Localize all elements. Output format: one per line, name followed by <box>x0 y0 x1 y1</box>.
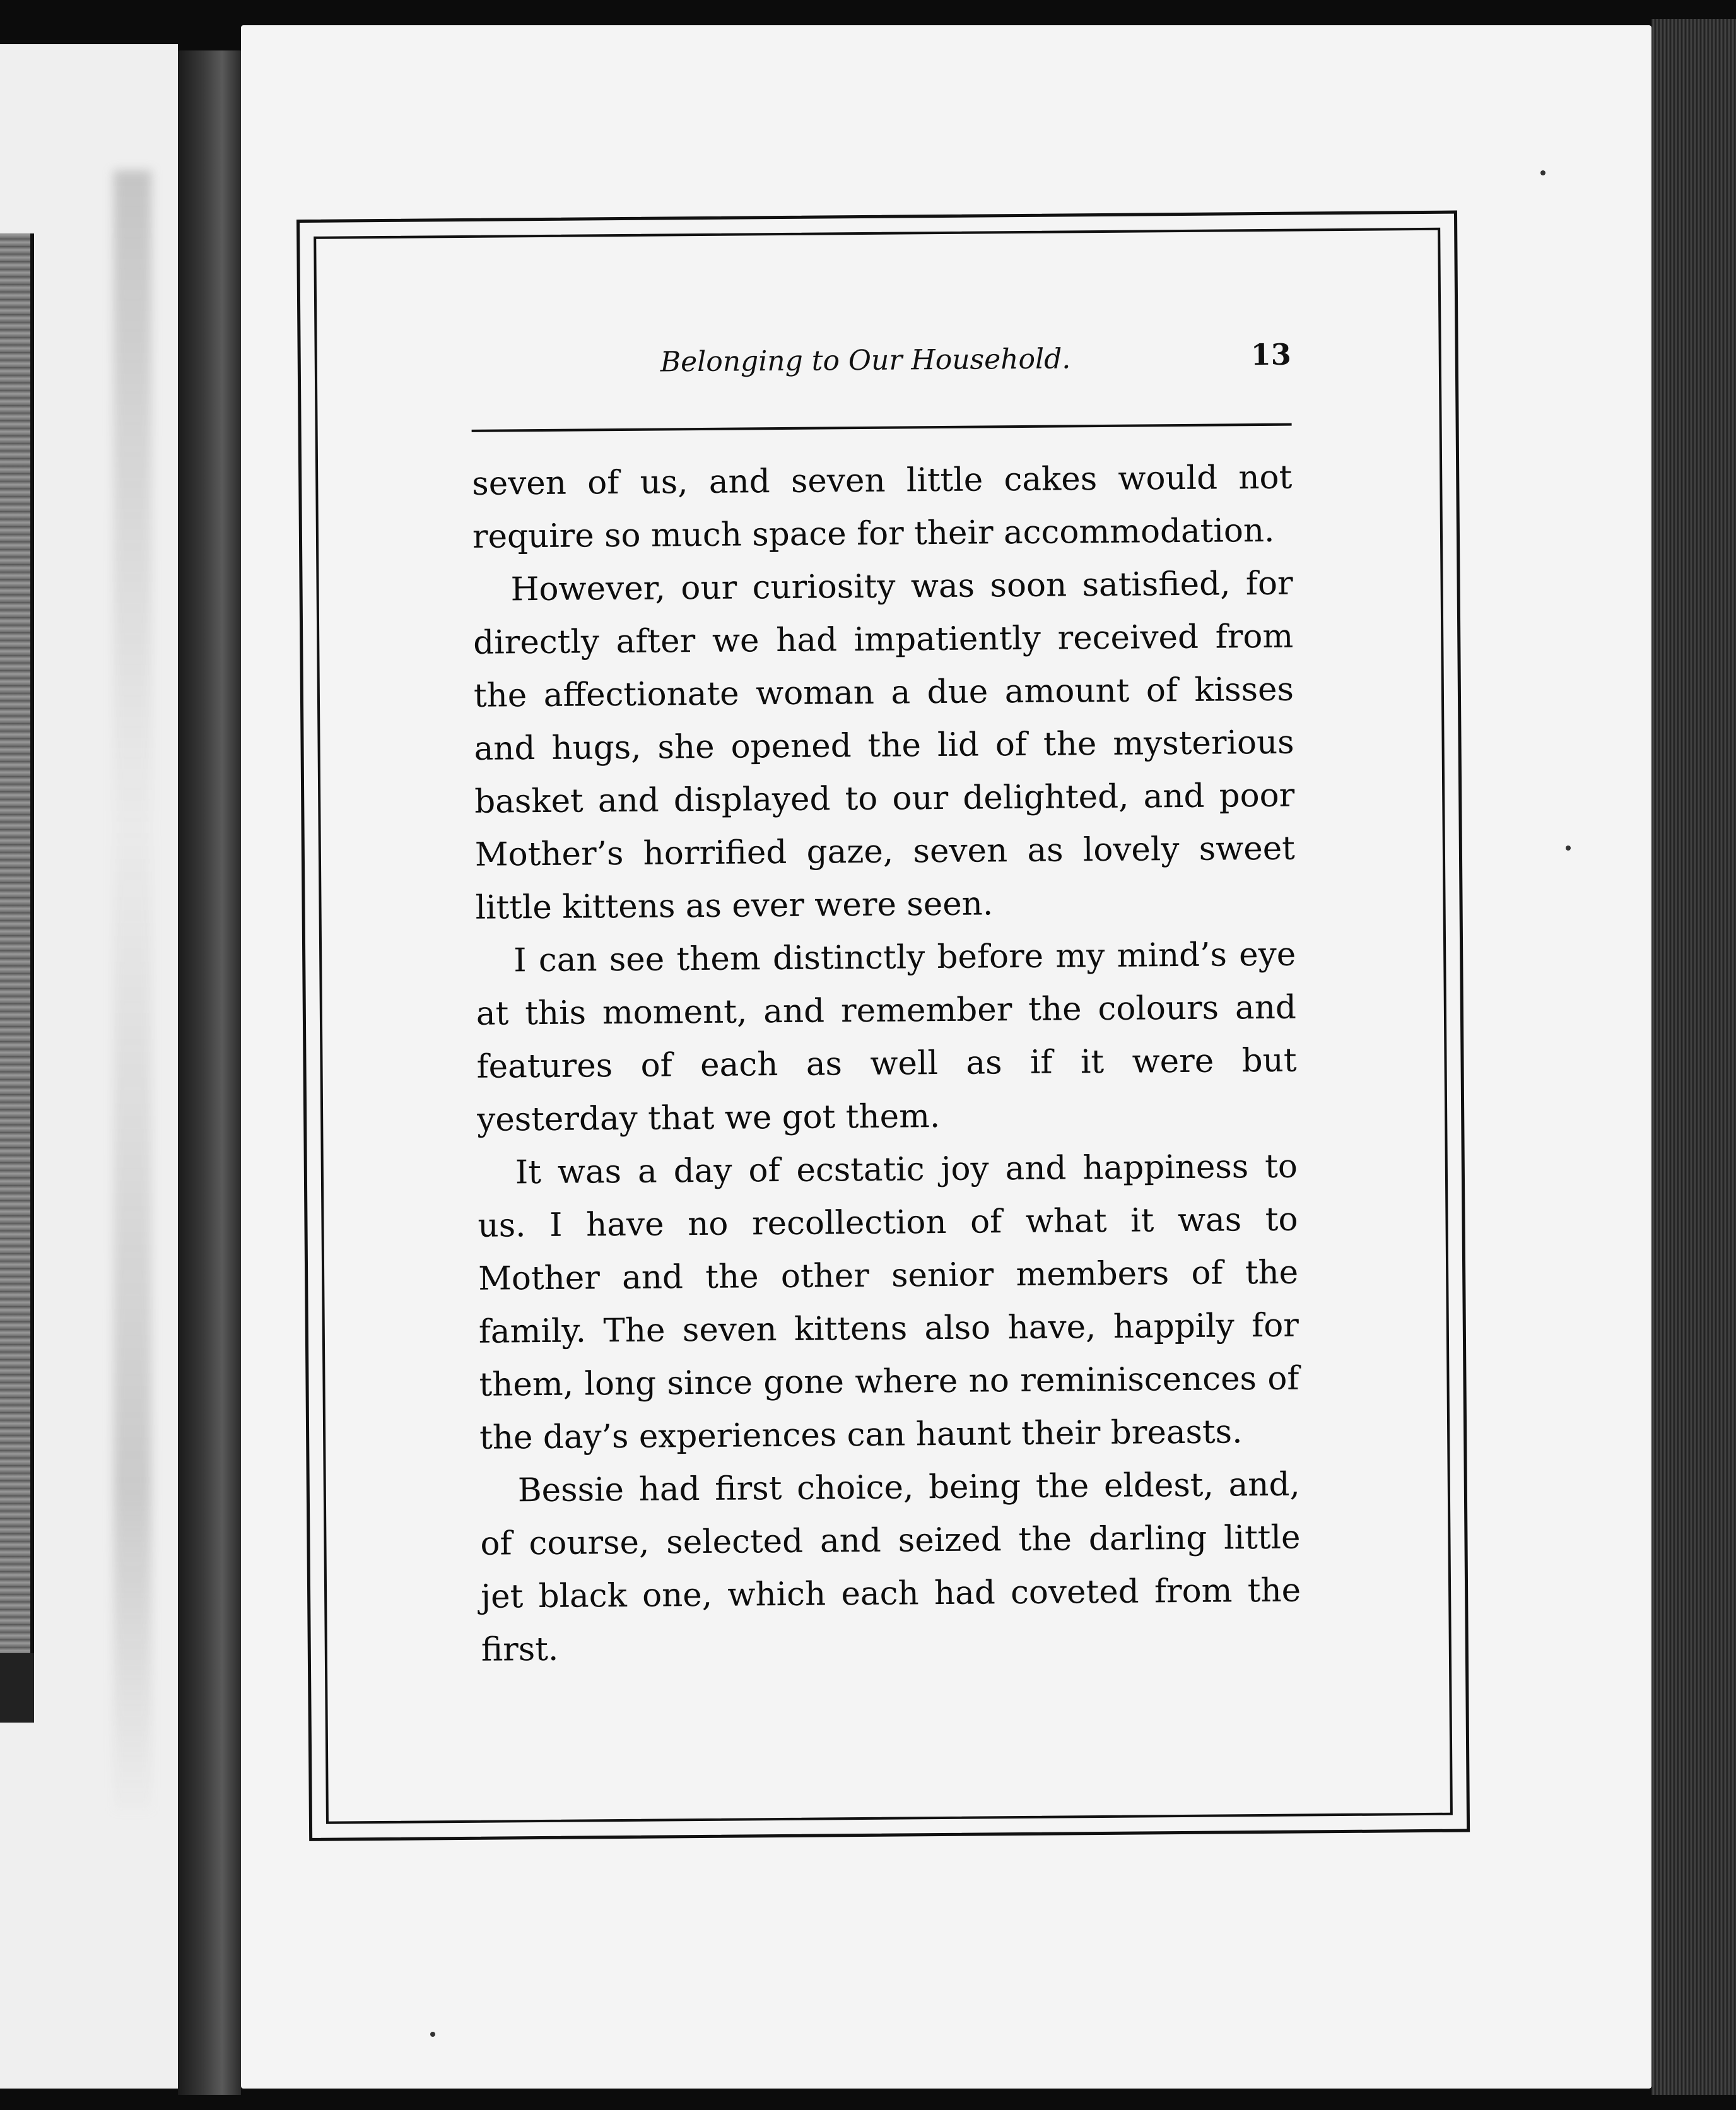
body-text <box>472 451 1301 1677</box>
header-rule <box>472 423 1292 432</box>
page-number: 13 <box>1250 337 1291 372</box>
paragraph: It was a day of ecstatic joy and happiness to us. I have no recollection of what it was to Mother and the other senior members of the family. The seven kittens also have, happily for them, long since gone where no reminiscences of the day’s experiences can haunt their breasts. <box>478 1147 1299 1457</box>
running-head-title: Belonging to Our Household. <box>660 343 1071 379</box>
paragraph: Bessie had first choice, being the eldest, and, of course, selected and seized the darling little jet black one, which each had coveted from the first. <box>480 1465 1301 1669</box>
facing-page-bleed <box>114 170 151 1811</box>
paragraph: I can see them distinctly before my mind’s eye at this moment, and remember the colours and features of each as well as if it were but yesterday that we got them. <box>476 935 1297 1139</box>
page-content <box>471 337 1302 1677</box>
paragraph: However, our curiosity was soon satisfied, for directly after we had impatiently received from the affectionate woman a due amount of kisses and hugs, she opened the lid of the mysterious basket and displayed to our delighted, and poor Mother’s horrified gaze, seven as lovely sweet little kittens as ever were seen. <box>473 564 1296 927</box>
facing-page-illustration-edge <box>0 233 34 1723</box>
paragraph: seven of us, and seven little cakes would not require so much space for their accommodation. <box>472 458 1293 556</box>
book-gutter <box>178 50 241 2095</box>
running-head <box>471 337 1292 404</box>
scan-speck <box>430 2032 435 2037</box>
page-edges <box>1651 19 1736 2095</box>
scan-speck <box>1540 170 1545 175</box>
page-border <box>296 211 1470 1841</box>
facing-page-dark-band <box>0 1653 34 1723</box>
scan-speck <box>1566 846 1571 851</box>
